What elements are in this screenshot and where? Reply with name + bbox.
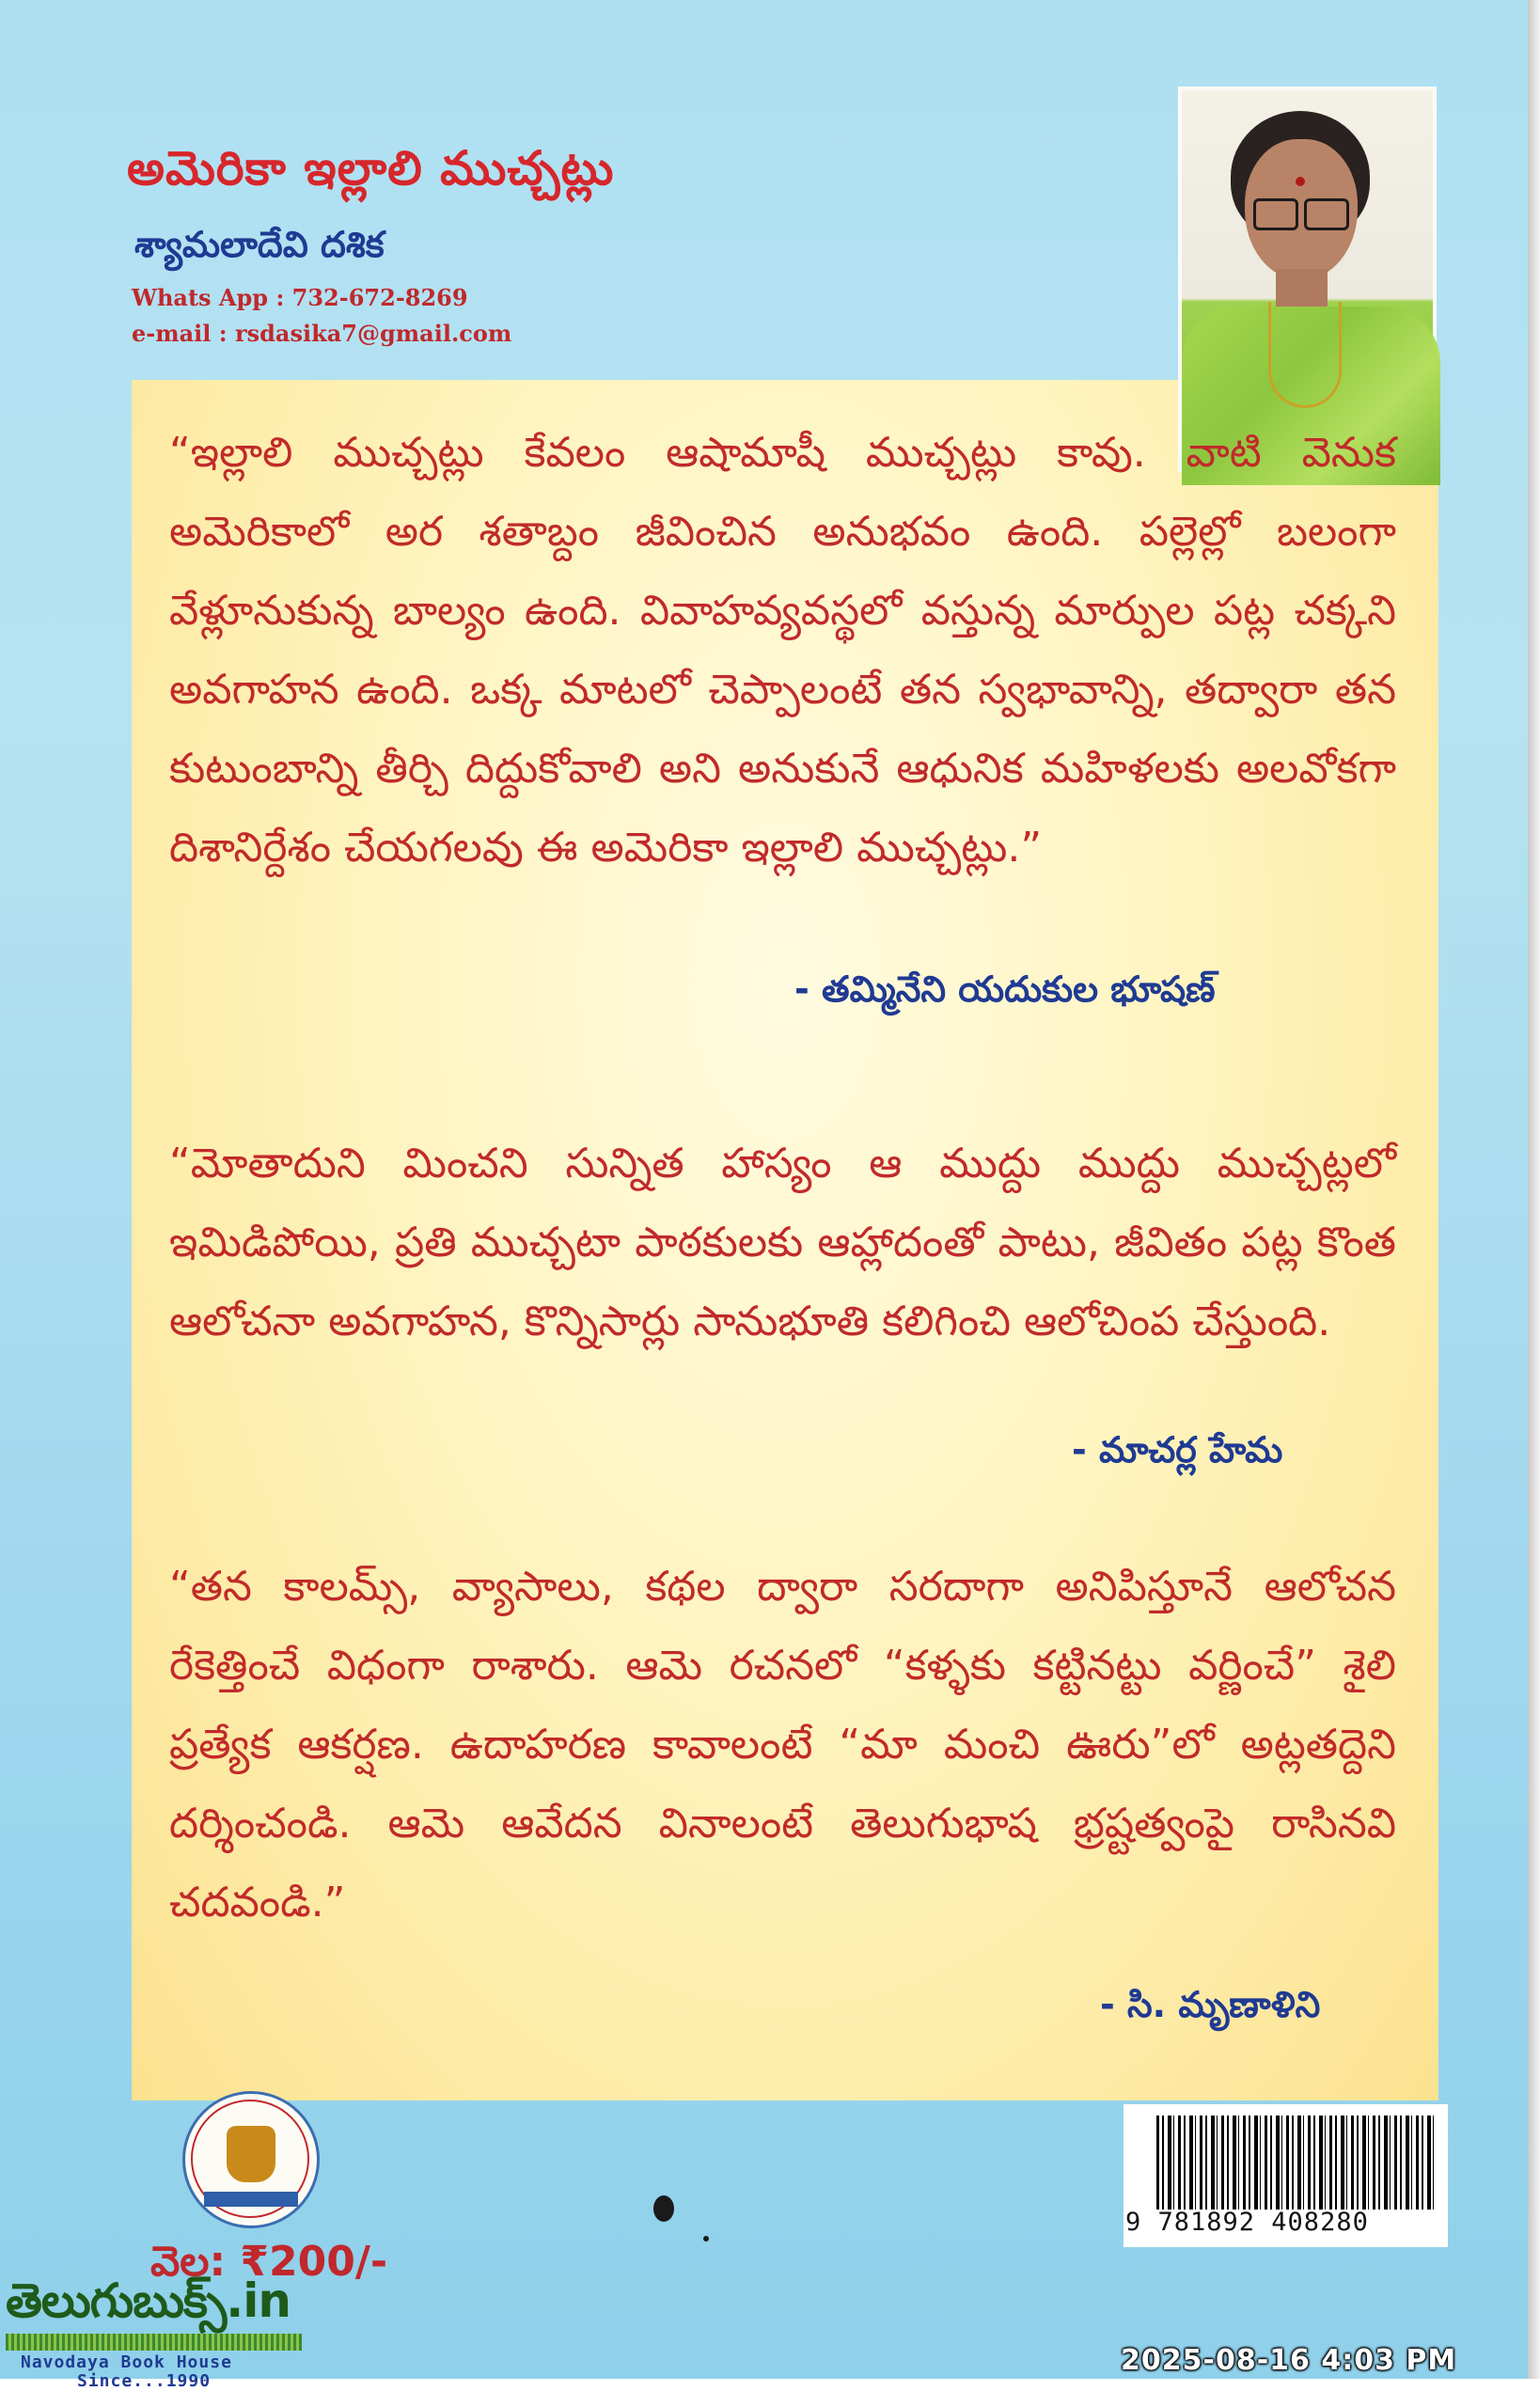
whatsapp-contact: Whats App : 732-672-8269 (132, 284, 468, 311)
review-text-2: “మోతాదుని మించని సున్నిత హాస్యం ఆ ముద్దు ముద్దు ముచ్చట్లలో ఇమిడిపోయి, ప్రతి ముచ్చటా పాఠకులకు ఆహ్లాదంతో పాటు, జీవితం పట్ల కొంత ఆలోచనా అవగాహన, కొన్నిసార్లు సానుభూతి కలిగించి ఆలోచింప చేస్తుంది. (169, 1140, 1396, 1345)
photo-timestamp: 2025-08-16 4:03 PM (1121, 2344, 1457, 2377)
watermark-line-1: Navodaya Book House (21, 2352, 232, 2372)
review-text-3: “తన కాలమ్స్, వ్యాసాలు, కథల ద్వారా సరదాగా అనిపిస్తూనే ఆలోచన రేకెత్తించే విధంగా రాశారు. ఆమె రచనలో “కళ్ళకు కట్టినట్టు వర్ణించే” శైలి ప్రత్యేక ఆకర్షణ. ఉదాహరణ కావాలంటే “మా మంచి ఊరు”లో అట్లతద్దెని దర్శించండి. ఆమె ఆవేదన వినాలంటే తెలుగుభాష భ్రష్టత్వంపై రాసినవి చదవండి.” (169, 1563, 1396, 1927)
price-label: వెల: ₹200/- (150, 2238, 388, 2286)
publisher-emblem-icon (182, 2091, 320, 2228)
review-attribution-2: - మాచర్ల హేమ (1072, 1429, 1283, 1471)
author-name: శ్యామలాదేవి దశిక (134, 224, 385, 265)
review-attribution-3: - సి. మృణాళిని (1100, 1984, 1321, 2025)
review-attribution-1: - తమ్మినేని యదుకుల భూషణ్ (794, 968, 1216, 1010)
watermark-logo (6, 2273, 291, 2391)
barcode-number: 9 781892 408280 (1125, 2208, 1369, 2237)
page-edge (1528, 0, 1540, 2379)
watermark-site: తెలుగుబుక్స్.in (6, 2273, 291, 2328)
email-contact: e-mail : rsdasika7@gmail.com (132, 320, 512, 347)
book-title: అమెరికా ఇల్లాలి ముచ్చట్లు (127, 141, 615, 196)
watermark-line-2: Since...1990 (77, 2371, 212, 2391)
ink-spot (703, 2236, 709, 2242)
review-text-1: “ఇల్లాలి ముచ్చట్లు కేవలం ఆషామాషీ ముచ్చట్లు కావు. వాటి వెనుక అమెరికాలో అర శతాబ్దం జీవించిన అనుభవం ఉంది. పల్లెల్లో బలంగా వేళ్లూనుకున్న బాల్యం ఉంది. వివాహవ్యవస్థలో వస్తున్న మార్పుల పట్ల చక్కని అవగాహన ఉంది. ఒక్క మాటలో చెప్పాలంటే తన స్వభావాన్ని, తద్వారా తన కుటుంబాన్ని తీర్చి దిద్దుకోవాలి అని అనుకునే ఆధునిక మహిళలకు అలవోకగా దిశానిర్దేశం చేయగలవు ఈ అమెరికా ఇల్లాలి ముచ్చట్లు.” (169, 429, 1396, 872)
isbn-barcode (1124, 2104, 1448, 2247)
ink-spot (653, 2195, 674, 2222)
barcode-bars-icon (1156, 2116, 1435, 2210)
